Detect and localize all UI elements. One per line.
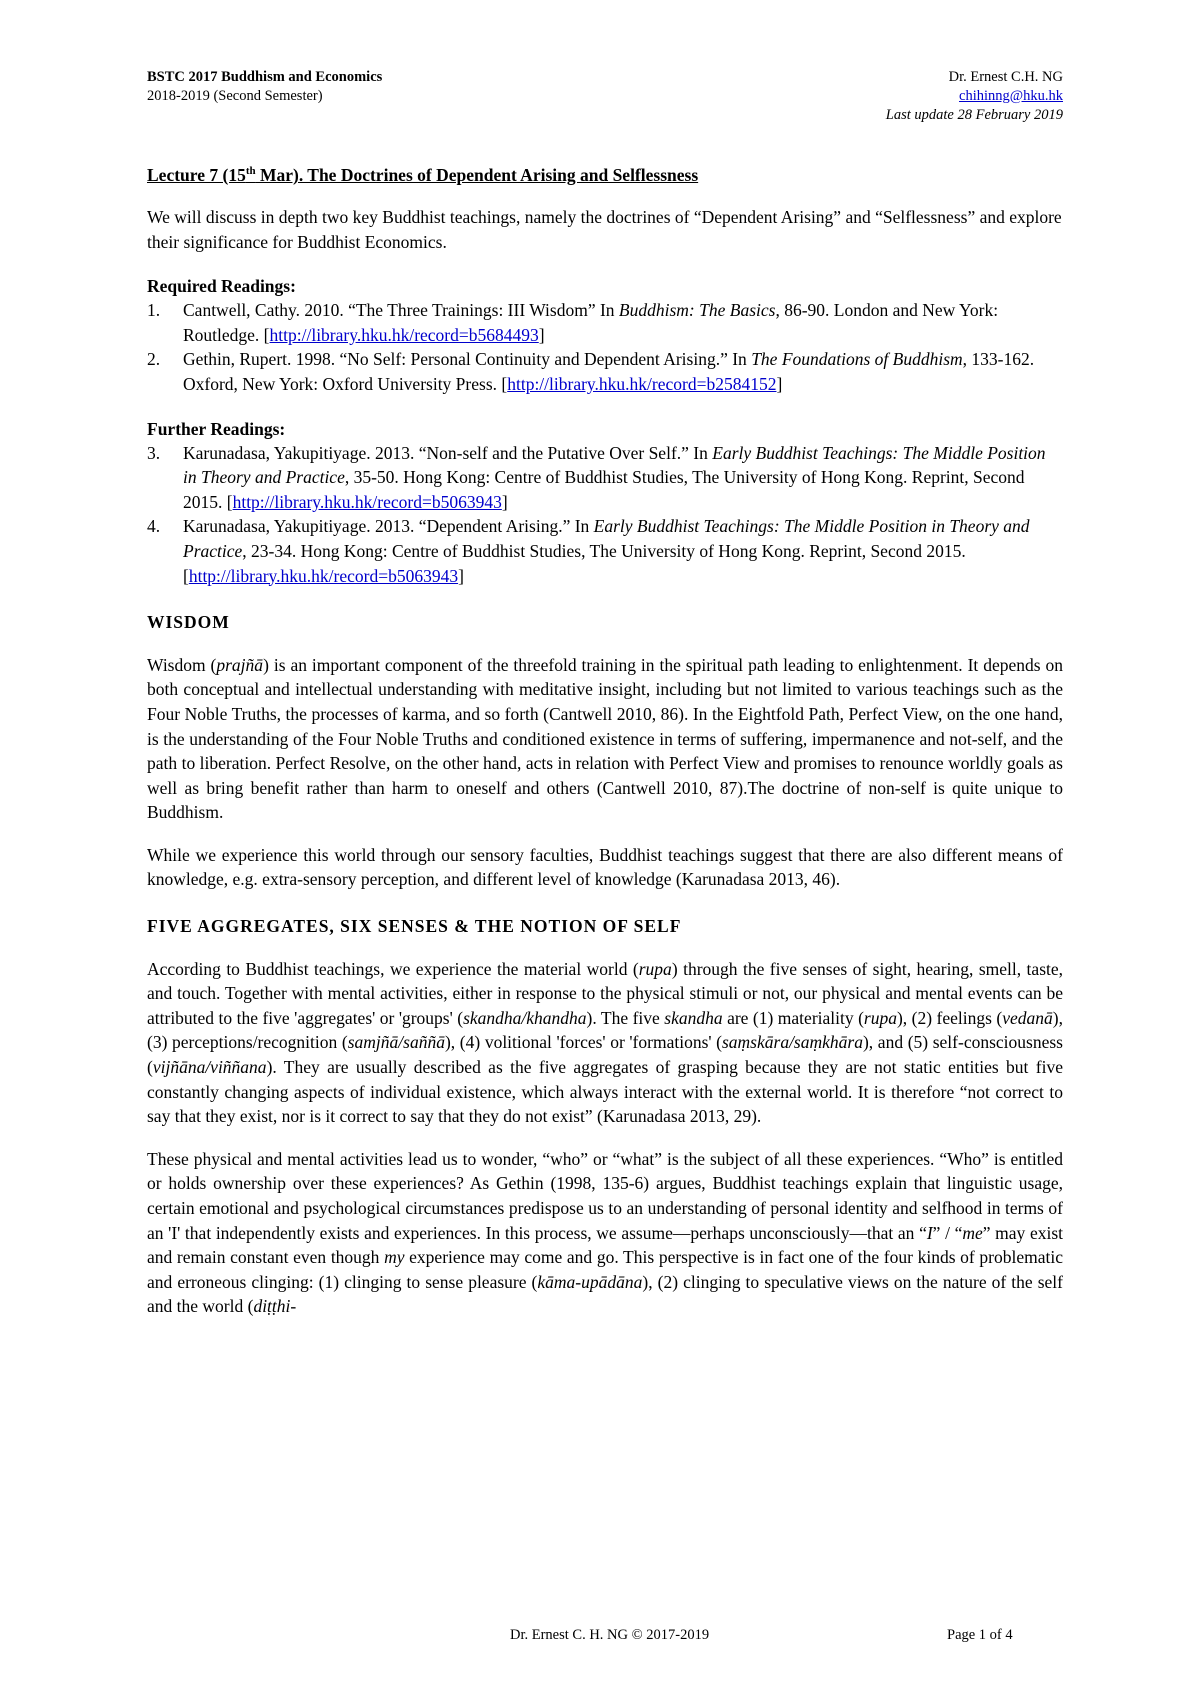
text-run: are (1) materiality ( — [722, 1007, 864, 1028]
library-link[interactable]: http://library.hku.hk/record=b5684493 — [269, 324, 539, 345]
italic-term: rupa — [638, 958, 672, 979]
page-number: Page 1 of 4 — [947, 1627, 1013, 1643]
italic-term: vedanā — [1002, 1007, 1053, 1028]
italic-term: me — [962, 1222, 983, 1243]
library-link[interactable]: http://library.hku.hk/record=b5063943 — [188, 565, 459, 586]
text-run: ) through the five senses of sight, hearing, smell, taste, and touch. Together with mental activities, either in response to the physical stimuli or not, our physical and mental events can be attributed to the five 'aggregates' or 'groups' ( — [147, 958, 1064, 1028]
document-page — [147, 68, 1063, 1319]
reading-item: 1. Cantwell, Cathy. 2010. “The Three Trainings: III Wisdom” In Buddhism: The Basics, 86-90. London and New York: Routledge. [http://library.hku.hk/record=b5684493] — [147, 300, 999, 345]
required-readings-list — [147, 298, 1063, 396]
required-readings-heading: Required Readings: — [147, 276, 296, 297]
text-run: According to Buddhist teachings, we experience the material world ( — [147, 958, 639, 979]
text-run: ), (2) feelings ( — [896, 1007, 1003, 1028]
last-update: Last update 28 February 2019 — [885, 107, 1063, 123]
semester: 2018-2019 (Second Semester) — [147, 88, 323, 104]
aggregates-paragraph-1 — [147, 957, 1063, 1129]
text-run: ). They are usually described as the five aggregates of grasping because they are not static entities but five constantly changing aspects of individual existence, which always interact with the external world. It is therefore “not correct to say that they exist, nor is it correct to say that they do not exist” (Karunadasa 2013, 29). — [147, 1057, 1063, 1127]
library-link[interactable]: http://library.hku.hk/record=b5063943 — [232, 491, 502, 512]
italic-term: rupa — [863, 1007, 897, 1028]
page-header — [147, 68, 1063, 130]
text-run: ), and (5) self-consciousness ( — [147, 1032, 1063, 1078]
text-run: ). The five — [586, 1007, 665, 1028]
italic-term: samjñā/saññā — [347, 1032, 445, 1053]
lecture-title: Lecture 7 (15th Mar). The Doctrines of Dependent Arising and Selflessness — [147, 165, 699, 185]
italic-term: kāma-upādāna — [537, 1271, 643, 1292]
reading-item: 2. Gethin, Rupert. 1998. “No Self: Personal Continuity and Dependent Arising.” In The Foundations of Buddhism, 133-162. Oxford, New York: Oxford University Press. [http://library.hku.hk/record=b2584152] — [147, 349, 1035, 394]
reading-item: 4. Karunadasa, Yakupitiyage. 2013. “Dependent Arising.” In Early Buddhist Teachings: The Middle Position in Theory and Practice, 23-34. Hong Kong: Centre of Buddhist Studies, The University of Hong Kong. Reprint, Second 2015. [http://library.hku.hk/record=b5063943] — [147, 516, 1030, 586]
italic-term: vijñāna/viññana — [152, 1057, 267, 1078]
header-right — [886, 68, 1063, 125]
email-link[interactable]: chihinng@hku.hk — [959, 88, 1063, 104]
text-run: ), (2) clinging to speculative views on the nature of the self and the world ( — [147, 1271, 1063, 1317]
text-run: ), (3) perceptions/recognition ( — [147, 1007, 1063, 1053]
italic-term: I — [926, 1222, 933, 1243]
header-left — [147, 68, 382, 106]
text-run: ), (4) volitional 'forces' or 'formations' ( — [444, 1032, 722, 1053]
text-run: ” may exist and remain constant even though — [147, 1222, 1063, 1268]
wisdom-paragraph-2: While we experience this world through our sensory faculties, Buddhist teachings suggest that there are also different means of knowledge, e.g. extra-sensory perception, and different level of knowledge (Karunadasa 2013, 46). — [147, 844, 1063, 890]
italic-term: skandha — [664, 1007, 723, 1028]
footer-copyright: Dr. Ernest C. H. NG © 2017-2019 — [510, 1627, 710, 1643]
author-name: Dr. Ernest C.H. NG — [948, 69, 1063, 85]
course-title: BSTC 2017 Buddhism and Economics — [147, 69, 383, 85]
italic-term: skandha/khandha — [463, 1007, 587, 1028]
text-run: ” / “ — [932, 1222, 963, 1243]
further-readings-list — [147, 441, 1063, 589]
italic-term: saṃskāra/saṃkhāra — [721, 1032, 863, 1053]
further-readings-heading: Further Readings: — [147, 418, 286, 439]
section-heading-aggregates: FIVE AGGREGATES, SIX SENSES & THE NOTION OF SELF — [147, 916, 682, 937]
intro-paragraph: We will discuss in depth two key Buddhist teachings, namely the doctrines of “Dependent Arising” and “Selflessness” and explore their significance for Buddhist Economics. — [147, 207, 1062, 252]
text-run: experience may come and go. This perspective is in fact one of the four kinds of problematic and erroneous clinging: (1) clinging to sense pleasure ( — [147, 1247, 1063, 1292]
text-run: These physical and mental activities lead us to wonder, “who” or “what” is the subject of all these experiences. “Who” is entitled or holds ownership over these experiences? As Gethin (1998, 135-6) argues, Buddhist teachings explain that linguistic usage, certain emotional and psychological circumstances predispose us to an understanding of personal identity and selfhood in terms of an 'I' that independently exists and experiences. In this process, we assume—perhaps unconsciously—that an “ — [147, 1148, 1063, 1243]
wisdom-paragraph-1: Wisdom (prajñā) is an important component of the threefold training in the spiritual path leading to enlightenment. It depends on both conceptual and intellectual understanding with meditative insight, including but not limited to various teachings such as the Four Noble Truths, the processes of karma, and so forth (Cantwell 2010, 86). In the Eightfold Path, Perfect View, on the one hand, is the understanding of the Four Noble Truths and conditioned existence in terms of suffering, impermanence and not-self, and the path to liberation. Perfect Resolve, on the other hand, acts in relation with Perfect View and promises to renounce worldly goals as well as bring benefit rather than harm to oneself and others (Cantwell 2010, 87).The doctrine of non-self is quite unique to Buddhism. — [147, 654, 1063, 823]
italic-term: diṭṭhi- — [253, 1296, 297, 1317]
italic-term: my — [384, 1247, 405, 1268]
section-heading-wisdom: WISDOM — [147, 612, 230, 633]
library-link[interactable]: http://library.hku.hk/record=b2584152 — [507, 373, 777, 394]
aggregates-paragraph-2 — [147, 1147, 1063, 1319]
reading-item: 3. Karunadasa, Yakupitiyage. 2013. “Non-self and the Putative Over Self.” In Early Buddhist Teachings: The Middle Position in Theory and Practice, 35-50. Hong Kong: Centre of Buddhist Studies, The University of Hong Kong. Reprint, Second 2015. [http://library.hku.hk/record=b5063943] — [147, 442, 1046, 512]
